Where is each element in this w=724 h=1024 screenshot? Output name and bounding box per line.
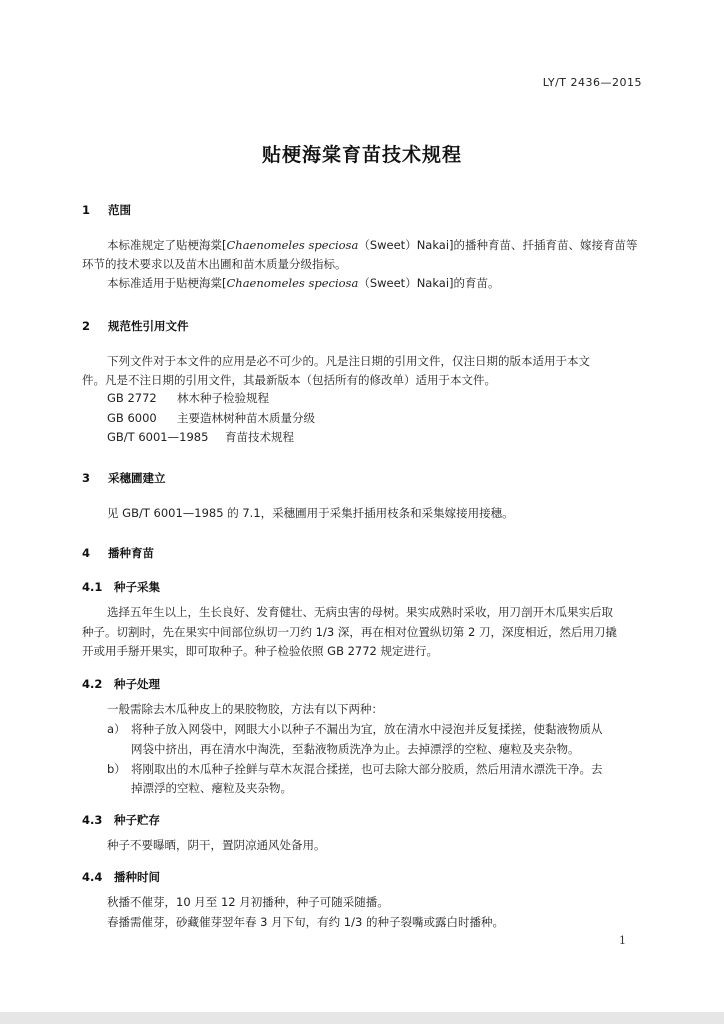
text: （Sweet）Nakai]的播种育苗、扦插育苗、嫁接育苗等 (358, 238, 638, 252)
text: 将刚取出的木瓜种子拴鲜与草木灰混合揉搓，也可去除大部分胶质，然后用清水漂洗干净。去 (131, 762, 603, 776)
paragraph-sowing-autumn: 秋播不催芽，10 月至 12 月初播种，种子可随采随播。 (107, 895, 389, 909)
reference-name: 育苗技术规程 (225, 430, 294, 444)
latin-name: Chaenomeles speciosa (226, 276, 359, 290)
reference-name: 主要造林树种苗木质量分级 (177, 411, 315, 425)
paragraph-sowing-spring: 春播需催芽，砂藏催芽翌年春 3 月下旬，有约 1/3 的种子裂嘴或露白时播种。 (107, 915, 504, 929)
subsection-4-3-heading (82, 812, 160, 828)
section-title: 播种时间 (114, 870, 160, 884)
paragraph-scope-2 (107, 274, 500, 293)
paragraph-seed-treatment-intro: 一般需除去木瓜种皮上的果胶物胶，方法有以下两种： (107, 702, 383, 716)
list-item-b-line2: 掉漂浮的空粒、瘪粒及夹杂物。 (131, 781, 292, 795)
list-item-b-line1 (107, 760, 603, 779)
standard-code: LY/T 2436—2015 (542, 76, 642, 89)
reference-item (107, 390, 269, 406)
text: （Sweet）Nakai]的育苗。 (358, 276, 500, 290)
list-label: a） (107, 722, 126, 736)
section-title: 播种育苗 (108, 546, 154, 560)
reference-name: 林木种子检验规程 (177, 391, 269, 405)
paragraph-scope-1b: 环节的技术要求以及苗木出圃和苗木质量分级指标。 (82, 257, 347, 271)
section-title: 种子采集 (114, 580, 160, 594)
section-3-heading (82, 470, 166, 486)
list-label: b） (107, 762, 126, 776)
latin-name: Chaenomeles speciosa (226, 238, 359, 252)
section-title: 范围 (108, 203, 131, 217)
reference-code: GB 6000 (107, 411, 157, 425)
page-bottom-edge (0, 1012, 724, 1024)
subsection-4-4-heading (82, 869, 160, 885)
text: 本标准适用于贴梗海棠[ (107, 276, 227, 290)
document-title: 贴梗海棠育苗技术规程 (261, 144, 462, 166)
section-number: 2 (82, 319, 91, 333)
paragraph-seed-collection-3: 开或用手掰开果实，即可取种子。种子检验依照 GB 2772 规定进行。 (82, 644, 439, 658)
paragraph-nursery: 见 GB/T 6001—1985 的 7.1，采穗圃用于采集扦插用枝条和采集嫁接用接穗。 (107, 506, 514, 520)
paragraph-refs-1a: 下列文件对于本文件的应用是必不可少的。凡是注日期的引用文件，仅注日期的版本适用于本文 (107, 354, 590, 368)
reference-item (107, 429, 294, 445)
section-number: 4 (82, 546, 91, 560)
text: 将种子放入网袋中，网眼大小以种子不漏出为宜，放在清水中浸泡并反复揉搓，使黏液物质从 (131, 722, 603, 736)
subsection-4-2-heading (82, 676, 160, 692)
section-2-heading (82, 318, 189, 334)
section-4-heading (82, 545, 154, 561)
paragraph-seed-collection-2: 种子。切割时，先在果实中间部位纵切一刀约 1/3 深，再在相对位置纵切第 2 刀，深度相近，然后用刀撬 (82, 625, 617, 639)
reference-code: GB 2772 (107, 391, 157, 405)
section-1-heading (82, 202, 131, 218)
section-number: 3 (82, 471, 91, 485)
section-number: 4.1 (82, 580, 103, 594)
paragraph-refs-1b: 件。凡是不注日期的引用文件，其最新版本（包括所有的修改单）适用于本文件。 (82, 373, 496, 387)
text: 本标准规定了贴梗海棠[ (107, 238, 227, 252)
section-number: 4.2 (82, 677, 103, 691)
paragraph-seed-collection-1: 选择五年生以上，生长良好、发育健壮、无病虫害的母树。果实成熟时采收，用刀剖开木瓜果实后取 (107, 605, 613, 619)
section-title: 规范性引用文件 (108, 319, 189, 333)
list-item-a-line2: 网袋中挤出，再在清水中淘洗，至黏液物质洗净为止。去掉漂浮的空粒、瘪粒及夹杂物。 (131, 742, 580, 756)
page-number: 1 (619, 934, 626, 947)
list-item-a-line1 (107, 720, 603, 739)
section-title: 种子贮存 (114, 813, 160, 827)
reference-code: GB/T 6001—1985 (107, 430, 209, 444)
section-number: 1 (82, 203, 91, 217)
section-title: 种子处理 (114, 677, 160, 691)
paragraph-scope-1a (107, 236, 638, 255)
subsection-4-1-heading (82, 579, 160, 595)
paragraph-seed-storage: 种子不要曝晒，阴干，置阴凉通风处备用。 (107, 838, 326, 852)
reference-item (107, 410, 315, 426)
section-title: 采穗圃建立 (108, 471, 166, 485)
section-number: 4.4 (82, 870, 103, 884)
section-number: 4.3 (82, 813, 103, 827)
